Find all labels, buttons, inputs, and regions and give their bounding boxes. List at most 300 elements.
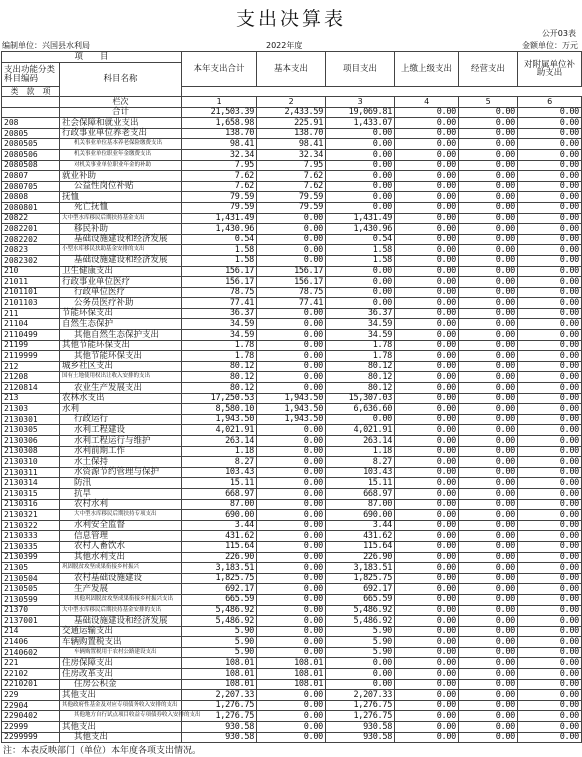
row-value-col4: 0.00 xyxy=(395,647,459,658)
row-value-col6: 0.00 xyxy=(518,404,582,415)
row-value-col3: 1.58 xyxy=(326,245,395,256)
row-code: 2120814 xyxy=(2,383,60,394)
row-value-col5: 0.00 xyxy=(459,605,518,616)
row-name: 公务员医疗补助 xyxy=(60,298,182,309)
row-value-col5: 0.00 xyxy=(459,383,518,394)
row-value-col2: 156.17 xyxy=(257,266,326,277)
row-value-col1: 1.18 xyxy=(182,446,257,457)
row-value-col3: 1,276.75 xyxy=(326,700,395,711)
row-value-col3: 0.00 xyxy=(326,287,395,298)
table-row xyxy=(2,181,582,192)
row-value-col3: 0.00 xyxy=(326,298,395,309)
col-num-5: 5 xyxy=(459,97,518,108)
row-name: 大中型水库移民后期扶持基金安排的支出 xyxy=(60,605,182,616)
row-value-col5: 0.00 xyxy=(459,298,518,309)
row-name: 公益性岗位补贴 xyxy=(60,181,182,192)
row-value-col5: 0.00 xyxy=(459,573,518,584)
row-code: 2119999 xyxy=(2,351,60,362)
table-row xyxy=(2,446,582,457)
table-row xyxy=(2,128,582,139)
row-value-col1: 34.59 xyxy=(182,319,257,330)
row-value-col5: 0.00 xyxy=(459,181,518,192)
row-value-col3: 80.12 xyxy=(326,383,395,394)
row-value-col6: 0.00 xyxy=(518,181,582,192)
row-value-col4: 0.00 xyxy=(395,383,459,394)
row-name: 对机关事业单位职业年金的补助 xyxy=(60,160,182,171)
row-name: 基础设施建设和经济发展 xyxy=(60,616,182,627)
row-code: 2130314 xyxy=(2,478,60,489)
row-value-col5: 0.00 xyxy=(459,404,518,415)
row-value-col3: 1,433.07 xyxy=(326,118,395,129)
row-value-col2: 0.00 xyxy=(257,605,326,616)
table-header xyxy=(2,52,582,97)
row-value-col3: 5.90 xyxy=(326,637,395,648)
row-name: 信息管理 xyxy=(60,531,182,542)
row-value-col2: 0.00 xyxy=(257,552,326,563)
row-value-col1: 115.64 xyxy=(182,541,257,552)
row-value-col4: 0.00 xyxy=(395,139,459,150)
row-value-col1: 0.54 xyxy=(182,234,257,245)
row-value-col3: 0.00 xyxy=(326,277,395,288)
row-code: 2290402 xyxy=(2,711,60,722)
row-value-col3: 6,636.60 xyxy=(326,404,395,415)
row-value-col3: 431.62 xyxy=(326,531,395,542)
row-value-col3: 690.00 xyxy=(326,510,395,521)
row-name: 水利安全监督 xyxy=(60,520,182,531)
row-name: 合计 xyxy=(60,107,182,118)
row-value-col1: 5.90 xyxy=(182,626,257,637)
row-name: 行政单位医疗 xyxy=(60,287,182,298)
col-header-6: 对附属单位补助支出 xyxy=(518,52,582,87)
row-name: 水资源节约管理与保护 xyxy=(60,467,182,478)
level-header xyxy=(2,87,60,97)
row-value-col4: 0.00 xyxy=(395,488,459,499)
row-value-col5: 0.00 xyxy=(459,308,518,319)
row-value-col4: 0.00 xyxy=(395,669,459,680)
table-row xyxy=(2,340,582,351)
table-row xyxy=(2,308,582,319)
row-code: 2080508 xyxy=(2,160,60,171)
row-code: 210 xyxy=(2,266,60,277)
row-value-col5: 0.00 xyxy=(459,319,518,330)
row-name: 其他支出 xyxy=(60,690,182,701)
row-value-col6: 0.00 xyxy=(518,234,582,245)
row-value-col3: 0.00 xyxy=(326,181,395,192)
row-value-col5: 0.00 xyxy=(459,330,518,341)
row-name: 死亡抚恤 xyxy=(60,202,182,213)
row-code: 214 xyxy=(2,626,60,637)
row-value-col2: 32.34 xyxy=(257,149,326,160)
row-value-col5: 0.00 xyxy=(459,213,518,224)
table-row xyxy=(2,690,582,701)
row-value-col5: 0.00 xyxy=(459,722,518,733)
row-value-col3: 115.64 xyxy=(326,541,395,552)
row-value-col6: 0.00 xyxy=(518,446,582,457)
row-value-col3: 0.54 xyxy=(326,234,395,245)
row-value-col6: 0.00 xyxy=(518,298,582,309)
row-name: 抗旱 xyxy=(60,488,182,499)
row-value-col5: 0.00 xyxy=(459,351,518,362)
table-row xyxy=(2,118,582,129)
row-code: 20822 xyxy=(2,213,60,224)
row-code: 2101103 xyxy=(2,298,60,309)
row-code: 208 xyxy=(2,118,60,129)
row-code: 2130315 xyxy=(2,488,60,499)
row-value-col2: 1,943.50 xyxy=(257,414,326,425)
row-name: 农林水支出 xyxy=(60,393,182,404)
row-value-col1: 87.00 xyxy=(182,499,257,510)
row-value-col6: 0.00 xyxy=(518,647,582,658)
row-value-col1: 930.58 xyxy=(182,722,257,733)
row-code: 2299999 xyxy=(2,732,60,743)
row-value-col2: 0.00 xyxy=(257,351,326,362)
row-value-col5: 0.00 xyxy=(459,552,518,563)
row-code: 2130322 xyxy=(2,520,60,531)
row-value-col3: 2,207.33 xyxy=(326,690,395,701)
row-name: 行政事业单位医疗 xyxy=(60,277,182,288)
row-value-col3: 0.00 xyxy=(326,202,395,213)
row-value-col4: 0.00 xyxy=(395,478,459,489)
row-value-col3: 1.78 xyxy=(326,340,395,351)
table-row xyxy=(2,573,582,584)
table-row xyxy=(2,351,582,362)
table-row xyxy=(2,224,582,235)
col-header-2: 基本支出 xyxy=(257,52,326,87)
table-row xyxy=(2,266,582,277)
row-value-col1: 32.34 xyxy=(182,149,257,160)
row-value-col1: 156.17 xyxy=(182,266,257,277)
row-value-col2: 0.00 xyxy=(257,488,326,499)
row-value-col5: 0.00 xyxy=(459,647,518,658)
table-row xyxy=(2,478,582,489)
row-value-col5: 0.00 xyxy=(459,128,518,139)
col-header-5: 经营支出 xyxy=(459,52,518,87)
row-value-col4: 0.00 xyxy=(395,393,459,404)
table-row xyxy=(2,149,582,160)
row-value-col6: 0.00 xyxy=(518,616,582,627)
row-value-col2: 2,433.59 xyxy=(257,107,326,118)
row-value-col1: 7.95 xyxy=(182,160,257,171)
row-value-col5: 0.00 xyxy=(459,457,518,468)
row-value-col1: 103.43 xyxy=(182,467,257,478)
row-value-col6: 0.00 xyxy=(518,552,582,563)
col-header-4: 上缴上级支出 xyxy=(395,52,459,87)
row-value-col5: 0.00 xyxy=(459,563,518,574)
row-value-col4: 0.00 xyxy=(395,520,459,531)
row-code: 2210201 xyxy=(2,679,60,690)
row-name: 水利前期工作 xyxy=(60,446,182,457)
row-value-col2: 0.00 xyxy=(257,722,326,733)
row-name: 其他支出 xyxy=(60,732,182,743)
table-row xyxy=(2,732,582,743)
column-index-row xyxy=(2,97,582,108)
row-name: 其他自然生态保护支出 xyxy=(60,330,182,341)
row-value-col5: 0.00 xyxy=(459,467,518,478)
row-value-col1: 80.12 xyxy=(182,383,257,394)
row-value-col5: 0.00 xyxy=(459,700,518,711)
table-row xyxy=(2,616,582,627)
row-value-col1: 5,486.92 xyxy=(182,616,257,627)
row-value-col1: 4,021.91 xyxy=(182,425,257,436)
table-row xyxy=(2,107,582,118)
row-value-col3: 1.58 xyxy=(326,255,395,266)
row-code: 22904 xyxy=(2,700,60,711)
row-value-col2: 0.00 xyxy=(257,255,326,266)
row-value-col3: 34.59 xyxy=(326,319,395,330)
row-value-col2: 0.00 xyxy=(257,541,326,552)
row-value-col6: 0.00 xyxy=(518,573,582,584)
row-value-col4: 0.00 xyxy=(395,594,459,605)
row-value-col4: 0.00 xyxy=(395,531,459,542)
row-name: 小型水库移民扶助基金安排的支出 xyxy=(60,245,182,256)
row-code: 2130305 xyxy=(2,425,60,436)
row-code xyxy=(2,107,60,118)
row-value-col4: 0.00 xyxy=(395,202,459,213)
col-num-2: 2 xyxy=(257,97,326,108)
row-value-col2: 0.00 xyxy=(257,626,326,637)
row-value-col2: 0.00 xyxy=(257,637,326,648)
row-name: 车辆购置税用于农村公路建设支出 xyxy=(60,647,182,658)
row-value-col1: 1,943.50 xyxy=(182,414,257,425)
row-name: 水利 xyxy=(60,404,182,415)
code-header: 支出功能分类科目编码 xyxy=(2,63,60,87)
table-row xyxy=(2,679,582,690)
row-value-col2: 0.00 xyxy=(257,245,326,256)
row-value-col3: 0.00 xyxy=(326,414,395,425)
row-value-col1: 668.97 xyxy=(182,488,257,499)
row-value-col3: 668.97 xyxy=(326,488,395,499)
row-value-col1: 1,431.49 xyxy=(182,213,257,224)
table-row xyxy=(2,277,582,288)
row-name: 其他节能环保支出 xyxy=(60,351,182,362)
row-name: 其他巩固脱贫攻坚成果衔接乡村振兴支出 xyxy=(60,594,182,605)
row-code: 22999 xyxy=(2,722,60,733)
row-value-col5: 0.00 xyxy=(459,584,518,595)
row-value-col6: 0.00 xyxy=(518,107,582,118)
row-value-col5: 0.00 xyxy=(459,520,518,531)
table-row xyxy=(2,192,582,203)
row-value-col2: 0.00 xyxy=(257,510,326,521)
row-value-col2: 108.01 xyxy=(257,679,326,690)
row-name: 水土保持 xyxy=(60,457,182,468)
row-value-col2: 0.00 xyxy=(257,700,326,711)
name-header: 科目名称 xyxy=(60,63,182,97)
row-name: 城乡社区支出 xyxy=(60,361,182,372)
row-value-col3: 1.78 xyxy=(326,351,395,362)
row-value-col2: 0.00 xyxy=(257,711,326,722)
row-value-col6: 0.00 xyxy=(518,499,582,510)
row-value-col3: 5.90 xyxy=(326,626,395,637)
col-num-4: 4 xyxy=(395,97,459,108)
row-name: 大中型水库移民后期扶持专项支出 xyxy=(60,510,182,521)
row-code: 2080705 xyxy=(2,181,60,192)
row-value-col3: 692.17 xyxy=(326,584,395,595)
row-value-col6: 0.00 xyxy=(518,700,582,711)
row-code: 21011 xyxy=(2,277,60,288)
table-row xyxy=(2,202,582,213)
row-value-col3: 1,276.75 xyxy=(326,711,395,722)
row-value-col4: 0.00 xyxy=(395,171,459,182)
row-value-col1: 98.41 xyxy=(182,139,257,150)
row-name: 卫生健康支出 xyxy=(60,266,182,277)
row-value-col3: 103.43 xyxy=(326,467,395,478)
fiscal-year: 2022年度 xyxy=(266,41,303,50)
row-value-col4: 0.00 xyxy=(395,563,459,574)
row-value-col3: 19,069.81 xyxy=(326,107,395,118)
row-name: 生产发展 xyxy=(60,584,182,595)
row-name: 农村水利 xyxy=(60,499,182,510)
row-name: 农村基础设施建设 xyxy=(60,573,182,584)
row-value-col2: 0.00 xyxy=(257,478,326,489)
row-code: 2082302 xyxy=(2,255,60,266)
row-value-col5: 0.00 xyxy=(459,149,518,160)
row-value-col1: 7.62 xyxy=(182,171,257,182)
row-value-col6: 0.00 xyxy=(518,287,582,298)
row-value-col6: 0.00 xyxy=(518,351,582,362)
row-value-col4: 0.00 xyxy=(395,605,459,616)
row-value-col1: 138.70 xyxy=(182,128,257,139)
row-value-col4: 0.00 xyxy=(395,425,459,436)
row-value-col5: 0.00 xyxy=(459,679,518,690)
row-value-col2: 0.00 xyxy=(257,594,326,605)
table-row xyxy=(2,510,582,521)
row-value-col3: 4,021.91 xyxy=(326,425,395,436)
row-value-col6: 0.00 xyxy=(518,277,582,288)
row-value-col1: 80.12 xyxy=(182,372,257,383)
row-value-col4: 0.00 xyxy=(395,616,459,627)
col-header-3: 项目支出 xyxy=(326,52,395,87)
row-value-col3: 80.12 xyxy=(326,361,395,372)
meta-row xyxy=(2,40,578,51)
row-value-col2: 0.00 xyxy=(257,467,326,478)
row-value-col4: 0.00 xyxy=(395,213,459,224)
row-name: 抚恤 xyxy=(60,192,182,203)
row-code: 20808 xyxy=(2,192,60,203)
row-value-col3: 1,430.96 xyxy=(326,224,395,235)
row-value-col6: 0.00 xyxy=(518,118,582,129)
row-value-col2: 0.00 xyxy=(257,563,326,574)
row-code: 2130504 xyxy=(2,573,60,584)
row-value-col5: 0.00 xyxy=(459,658,518,669)
col-num-1: 1 xyxy=(182,97,257,108)
row-value-col5: 0.00 xyxy=(459,711,518,722)
row-value-col4: 0.00 xyxy=(395,287,459,298)
row-value-col1: 1.58 xyxy=(182,255,257,266)
row-value-col5: 0.00 xyxy=(459,393,518,404)
row-value-col1: 431.62 xyxy=(182,531,257,542)
row-value-col2: 108.01 xyxy=(257,658,326,669)
row-value-col6: 0.00 xyxy=(518,213,582,224)
col-num-3: 3 xyxy=(326,97,395,108)
row-value-col3: 0.00 xyxy=(326,266,395,277)
row-value-col3: 930.58 xyxy=(326,732,395,743)
table-row xyxy=(2,584,582,595)
row-value-col1: 5,486.92 xyxy=(182,605,257,616)
row-value-col6: 0.00 xyxy=(518,192,582,203)
row-value-col1: 3.44 xyxy=(182,520,257,531)
row-value-col6: 0.00 xyxy=(518,245,582,256)
row-value-col1: 665.59 xyxy=(182,594,257,605)
row-value-col3: 1,825.75 xyxy=(326,573,395,584)
reporting-unit: 编制单位：兴国县水利局 xyxy=(2,41,90,50)
row-value-col3: 3,183.51 xyxy=(326,563,395,574)
row-value-col6: 0.00 xyxy=(518,520,582,531)
row-name: 其他政府性基金及对应专项债务收入安排的支出 xyxy=(60,700,182,711)
row-name: 大中型水库移民后期扶持基金支出 xyxy=(60,213,182,224)
row-value-col2: 79.59 xyxy=(257,202,326,213)
row-value-col5: 0.00 xyxy=(459,224,518,235)
table-row xyxy=(2,414,582,425)
row-code: 2080506 xyxy=(2,149,60,160)
table-row xyxy=(2,467,582,478)
row-value-col1: 2,207.33 xyxy=(182,690,257,701)
col-num-6: 6 xyxy=(518,97,582,108)
row-value-col4: 0.00 xyxy=(395,552,459,563)
row-value-col4: 0.00 xyxy=(395,626,459,637)
table-row xyxy=(2,171,582,182)
row-value-col2: 7.62 xyxy=(257,171,326,182)
row-value-col1: 15.11 xyxy=(182,478,257,489)
row-value-col4: 0.00 xyxy=(395,128,459,139)
row-value-col2: 0.00 xyxy=(257,340,326,351)
row-code: 2137001 xyxy=(2,616,60,627)
row-value-col1: 1,825.75 xyxy=(182,573,257,584)
row-value-col2: 156.17 xyxy=(257,277,326,288)
row-value-col1: 1,430.96 xyxy=(182,224,257,235)
row-value-col5: 0.00 xyxy=(459,616,518,627)
row-value-col4: 0.00 xyxy=(395,732,459,743)
row-name: 移民补助 xyxy=(60,224,182,235)
row-value-col6: 0.00 xyxy=(518,669,582,680)
row-value-col5: 0.00 xyxy=(459,266,518,277)
row-value-col6: 0.00 xyxy=(518,457,582,468)
row-value-col5: 0.00 xyxy=(459,669,518,680)
row-value-col4: 0.00 xyxy=(395,277,459,288)
row-value-col6: 0.00 xyxy=(518,488,582,499)
row-value-col6: 0.00 xyxy=(518,160,582,171)
row-value-col5: 0.00 xyxy=(459,107,518,118)
expenditure-table xyxy=(1,51,582,743)
col-header-1: 本年支出合计 xyxy=(182,52,257,87)
table-row xyxy=(2,287,582,298)
row-value-col1: 692.17 xyxy=(182,584,257,595)
row-value-col5: 0.00 xyxy=(459,118,518,129)
row-value-col2: 77.41 xyxy=(257,298,326,309)
level-lei: 类 xyxy=(10,86,19,96)
table-row xyxy=(2,711,582,722)
row-value-col2: 78.75 xyxy=(257,287,326,298)
row-value-col2: 0.00 xyxy=(257,457,326,468)
row-value-col1: 930.58 xyxy=(182,732,257,743)
row-value-col4: 0.00 xyxy=(395,499,459,510)
row-name: 国有土地使用权出让收入安排的支出 xyxy=(60,372,182,383)
row-code: 21199 xyxy=(2,340,60,351)
row-value-col4: 0.00 xyxy=(395,330,459,341)
row-name: 水利工程建设 xyxy=(60,425,182,436)
table-row xyxy=(2,722,582,733)
row-value-col1: 5.90 xyxy=(182,647,257,658)
row-value-col2: 0.00 xyxy=(257,436,326,447)
row-code: 2130333 xyxy=(2,531,60,542)
row-code: 2140602 xyxy=(2,647,60,658)
row-name: 行政运行 xyxy=(60,414,182,425)
row-name: 就业补助 xyxy=(60,171,182,182)
row-value-col1: 108.01 xyxy=(182,679,257,690)
row-value-col4: 0.00 xyxy=(395,467,459,478)
row-value-col1: 1.58 xyxy=(182,245,257,256)
row-code: 21305 xyxy=(2,563,60,574)
row-value-col3: 87.00 xyxy=(326,499,395,510)
